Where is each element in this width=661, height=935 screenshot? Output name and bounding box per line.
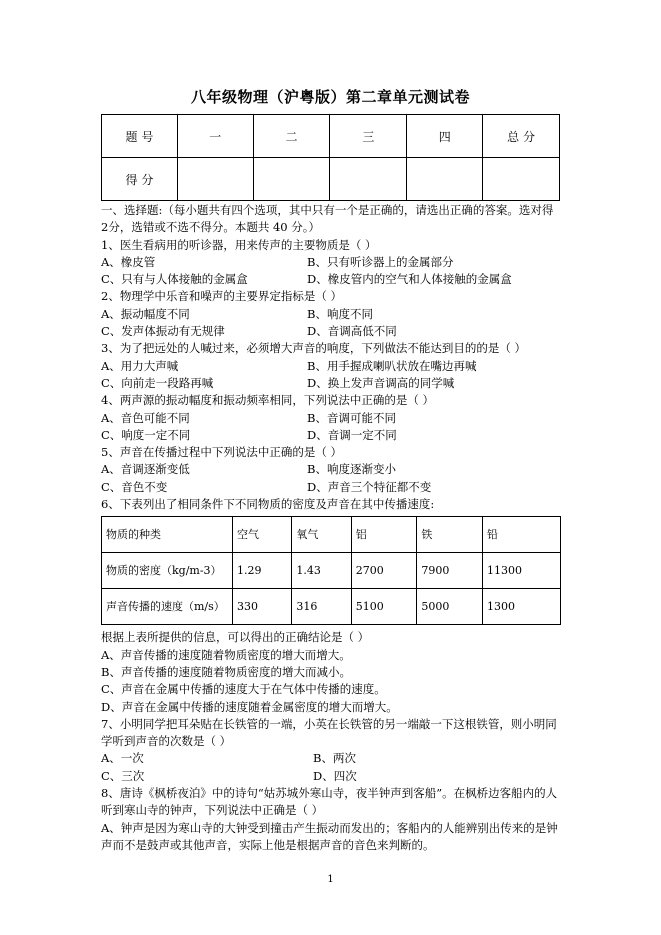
score-header-cell: 一: [177, 115, 253, 158]
table-cell: 316: [292, 589, 351, 625]
option: A、声音传播的速度随着物质密度的增大而增大。: [101, 647, 351, 662]
score-header-row: [102, 115, 560, 158]
score-cell[interactable]: [177, 158, 253, 201]
score-header-cell: 二: [253, 115, 330, 158]
table-row: [102, 553, 561, 589]
table-cell: 铅: [482, 517, 560, 553]
table-row: [102, 589, 561, 625]
question-stem: 5、声音在传播过程中下列说法中正确的是（ ）: [101, 445, 342, 460]
section-intro: 2分，选错或不选不得分。本题共 40 分。）: [101, 220, 321, 235]
table-cell: 5100: [351, 589, 417, 625]
question-stem: 1、医生看病用的听诊器，用来传声的主要物质是（ ）: [101, 237, 377, 252]
table-cell: 2700: [351, 553, 417, 589]
option: A、一次: [101, 751, 144, 766]
table-cell: 物质的种类: [102, 517, 233, 553]
option: B、响度逐渐变小: [307, 462, 396, 477]
score-cell[interactable]: [253, 158, 330, 201]
option: D、橡皮管内的空气和人体接触的金属盒: [307, 272, 512, 287]
table-row: [102, 517, 561, 553]
option: D、音调高低不同: [307, 324, 397, 339]
questions-body: [101, 202, 563, 854]
table-cell: 氧气: [292, 517, 351, 553]
question-stem: 8、唐诗《枫桥夜泊》中的诗句“姑苏城外寒山寺，夜半钟声到客船”。在枫桥边客船内的人: [101, 786, 558, 801]
score-table: [101, 114, 560, 201]
question-stem: 4、两声源的振动幅度和振动频率相同，下列说法中正确的是（ ）: [101, 393, 434, 408]
score-row-label: 得 分: [102, 158, 178, 201]
score-header-cell: 总 分: [483, 115, 560, 158]
option: C、声音在金属中传播的速度大于在气体中传播的速度。: [101, 682, 386, 697]
option: C、响度一定不同: [101, 427, 191, 442]
question-stem: 2、物理学中乐音和噪声的主要界定指标是（ ）: [101, 289, 342, 304]
option: A、音调逐渐变低: [101, 462, 190, 477]
option: D、声音在金属中传播的速度随着金属密度的增大而增大。: [101, 699, 398, 714]
option: C、音色不变: [101, 479, 168, 494]
option: D、换上发声音调高的同学喊: [307, 375, 455, 390]
option: A、音色可能不同: [101, 410, 190, 425]
score-header-cell: 三: [330, 115, 407, 158]
option: B、声音传播的速度随着物质密度的增大而减小。: [101, 664, 351, 679]
option: B、用手握成喇叭状放在嘴边再喊: [307, 358, 477, 373]
table-cell: 空气: [233, 517, 292, 553]
option: B、音调可能不同: [307, 410, 396, 425]
score-cell[interactable]: [483, 158, 560, 201]
table-cell: 物质的密度（kg/m-3）: [102, 553, 233, 589]
table-cell: 1300: [482, 589, 560, 625]
table-cell: 铁: [417, 517, 483, 553]
option: B、只有听诊器上的金属部分: [307, 254, 454, 269]
table-cell: 铝: [351, 517, 417, 553]
table-cell: 1.29: [233, 553, 292, 589]
option: A、用力大声喊: [101, 358, 179, 373]
option: B、两次: [313, 751, 356, 766]
score-header-cell: 四: [407, 115, 483, 158]
table-cell: 5000: [417, 589, 483, 625]
score-row: [102, 158, 560, 201]
table-cell: 7900: [417, 553, 483, 589]
section-intro: 一、选择题:（每小题共有四个选项，其中只有一个是正确的，请选出正确的答案。选对得: [101, 203, 554, 217]
table-cell: 声音传播的速度（m/s）: [102, 589, 233, 625]
option: A、橡皮管: [101, 254, 156, 269]
option: C、三次: [101, 768, 145, 783]
option: D、音调一定不同: [307, 427, 397, 442]
question-stem: 6、下表列出了相同条件下不同物质的密度及声音在其中传播速度:: [101, 497, 435, 512]
option: D、声音三个特征都不变: [307, 479, 432, 494]
density-table: [101, 516, 561, 625]
page-number: 1: [327, 874, 334, 885]
question-stem: 7、小明同学把耳朵贴在长铁管的一端，小英在长铁管的另一端敲一下这根铁管，则小明同: [101, 716, 557, 731]
option: 声而不是鼓声或其他声音，实际上他是根据声音的音色来判断的。: [101, 837, 435, 852]
table-cell: 1.43: [292, 553, 351, 589]
score-header-cell: 题 号: [102, 115, 178, 158]
option: C、发声体振动有无规律: [101, 324, 225, 339]
score-cell[interactable]: [330, 158, 407, 201]
option: A、钟声是因为寒山寺的大钟受到撞击产生振动而发出的；客船内的人能辨别出传来的是钟: [101, 820, 558, 835]
question-stem: 听到寒山寺的钟声，下列说法中正确是（ ）: [101, 803, 324, 818]
table-cell: 11300: [482, 553, 560, 589]
option: A、振动幅度不同: [101, 306, 190, 321]
question-stem: 学听到声音的次数是（ ）: [101, 734, 232, 749]
question-stem: 3、为了把远处的人喊过来，必须增大声音的响度，下列做法不能达到目的的是（ ）: [101, 341, 526, 356]
option: C、只有与人体接触的金属盒: [101, 272, 248, 287]
option: C、向前走一段路再喊: [101, 375, 214, 390]
table-cell: 330: [233, 589, 292, 625]
option: B、响度不同: [307, 306, 373, 321]
question-stem: 根据上表所提供的信息，可以得出的正确结论是（ ）: [101, 630, 370, 645]
option: D、四次: [313, 768, 357, 783]
page-title: 八年级物理（沪粤版）第二章单元测试卷: [190, 88, 470, 106]
score-cell[interactable]: [407, 158, 483, 201]
